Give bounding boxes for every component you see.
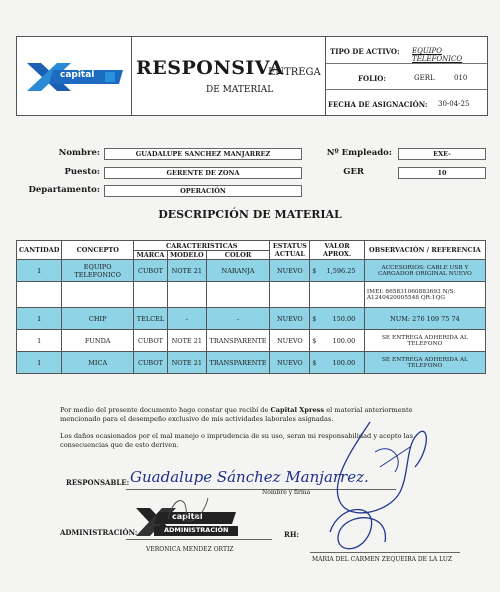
cell-concepto: FUNDA <box>62 330 134 352</box>
currency-sign: $ <box>312 336 317 345</box>
cell-valor <box>310 330 365 352</box>
cell-cantidad: 1 <box>17 352 62 374</box>
cell-color: - <box>206 308 270 330</box>
cell-observacion: IMEI: 865831060883693 N/S: A1240420005548 QR:1QG <box>364 282 485 308</box>
info-cell <box>326 37 487 115</box>
col-modelo: MODELO <box>167 251 206 260</box>
ger-field: 10 <box>398 167 486 179</box>
table-row <box>17 330 486 352</box>
cell-estatus: NUEVO <box>270 308 310 330</box>
col-cantidad: CANTIDAD <box>17 241 62 260</box>
title-main: RESPONSIVA <box>136 57 284 79</box>
cell-estatus: NUEVO <box>270 260 310 282</box>
cell-estatus <box>270 282 310 308</box>
col-valor: VALOR APROX. <box>310 241 365 260</box>
admin-stamp-logo-text: capital <box>172 512 203 521</box>
ger-label: GER <box>343 167 364 177</box>
cell-marca: CUBOT <box>134 330 168 352</box>
puesto-label: Puesto: <box>64 167 100 177</box>
cell-valor <box>310 260 365 282</box>
col-concepto: CONCEPTO <box>62 241 134 260</box>
tipo-activo-value: EQUIPO TELEFONICO <box>412 47 463 63</box>
cell-observacion: SE ENTREGA ADHERIDA AL TELEFONO <box>364 330 485 352</box>
col-marca: MARCA <box>134 251 168 260</box>
cell-cantidad: 1 <box>17 330 62 352</box>
cell-cantidad: 1 <box>17 308 62 330</box>
col-observacion: OBSERVACIÓN / REFERENCIA <box>364 241 485 260</box>
cell-concepto: MICA <box>62 352 134 374</box>
material-table <box>16 240 486 374</box>
folio-row <box>326 63 487 90</box>
cell-concepto <box>62 282 134 308</box>
currency-sign: $ <box>312 358 317 367</box>
valor-amount: 100.00 <box>332 358 356 367</box>
cell-estatus: NUEVO <box>270 330 310 352</box>
admin-signature-icon <box>158 490 218 530</box>
valor-amount: 150.00 <box>332 314 356 323</box>
responsable-label: RESPONSABLE: <box>66 478 130 487</box>
cell-modelo: - <box>167 308 206 330</box>
document-header <box>16 36 488 116</box>
company-name: Capital Xpress <box>270 406 325 414</box>
table-header-row <box>17 241 486 251</box>
col-estatus: ESTATUS ACTUAL <box>270 241 310 260</box>
cell-cantidad: 1 <box>17 260 62 282</box>
nombre-firma-caption: Nombre y firma <box>262 489 311 496</box>
table-row <box>17 260 486 282</box>
fecha-row <box>326 89 487 116</box>
cell-concepto: CHIP <box>62 308 134 330</box>
cell-concepto: EQUIPO TELEFONICO <box>62 260 134 282</box>
departamento-label: Departamento: <box>28 185 100 195</box>
col-color: COLOR <box>206 251 270 260</box>
fecha-value: 30-04-25 <box>438 100 470 108</box>
col-caracteristicas: CARACTERISTICAS <box>134 241 270 251</box>
title-rest: ENTREGA <box>268 67 321 78</box>
cell-color: NARANJA <box>206 260 270 282</box>
cell-observacion: SE ENTREGA ADHERIDA AL TELEFONO <box>364 352 485 374</box>
cell-modelo <box>167 282 206 308</box>
cell-observacion: NUM: 276 109 75 74 <box>364 308 485 330</box>
valor-amount: 1,596.25 <box>326 266 356 275</box>
folio-prefix: GERL <box>414 74 435 82</box>
rh-name: MARIA DEL CARMEN ZEQUEIRA DE LA LUZ <box>312 556 453 563</box>
liability-paragraph: Los daños ocasionados por el mal manejo o imprudencia de su uso, seran mi responsabilidad y acepto las consecuencias que de esto deriven. <box>60 432 414 449</box>
cell-marca: TELCEL <box>134 308 168 330</box>
folio-number: 010 <box>454 74 468 82</box>
administracion-label: ADMINISTRACIÓN: <box>60 528 138 537</box>
tipo-activo-row <box>326 37 487 63</box>
currency-sign: $ <box>312 266 317 275</box>
rh-line <box>310 552 460 553</box>
cell-marca <box>134 282 168 308</box>
cell-observacion: ACCESORIOS: CABLE USB Y CARGADOR ORIGINAL NUEVO <box>364 260 485 282</box>
puesto-field: GERENTE DE ZONA <box>104 167 302 179</box>
cell-marca: CUBOT <box>134 260 168 282</box>
cell-valor <box>310 308 365 330</box>
cell-estatus: NUEVO <box>270 352 310 374</box>
num-empleado-field: EXE- <box>398 148 486 160</box>
cell-valor <box>310 282 365 308</box>
company-logo-cell <box>17 37 132 115</box>
tipo-activo-label: TIPO DE ACTIVO: <box>330 47 400 56</box>
currency-sign: $ <box>312 314 317 323</box>
admin-stamp-text: ADMINISTRACIÓN <box>164 526 229 534</box>
cell-modelo: NOTE 21 <box>167 330 206 352</box>
responsable-signature: Guadalupe Sánchez Manjarrez. <box>130 468 369 486</box>
cell-color: TRANSPARENTE <box>206 330 270 352</box>
title-cell <box>132 37 326 115</box>
logo-text: capital <box>60 70 95 80</box>
departamento-field: OPERACIÓN <box>104 185 302 197</box>
cell-marca: CUBOT <box>134 352 168 374</box>
admin-name: VERONICA MENDEZ ORTIZ <box>146 546 234 553</box>
table-row <box>17 308 486 330</box>
rh-label: RH: <box>284 530 300 539</box>
title-sub: DE MATERIAL <box>206 85 274 95</box>
valor-amount: 100.00 <box>332 336 356 345</box>
declaration-text-a: Por medio del presente documento hago constar que recibí de <box>60 406 271 414</box>
num-empleado-label: Nº Empleado: <box>326 148 392 158</box>
cell-color <box>206 282 270 308</box>
cell-modelo: NOTE 21 <box>167 260 206 282</box>
section-title: DESCRIPCIÓN DE MATERIAL <box>158 208 342 221</box>
nombre-field: GUADALUPE SANCHEZ MANJARREZ <box>104 148 302 160</box>
cell-valor <box>310 352 365 374</box>
table-row <box>17 352 486 374</box>
cell-color: TRANSPARENTE <box>206 352 270 374</box>
declaration-text-b: el material anteriormente mencionado para el desempeño exclusivo de mis actividades laborales asignadas. <box>60 406 413 423</box>
folio-label: FOLIO: <box>358 74 386 83</box>
cell-cantidad <box>17 282 62 308</box>
nombre-label: Nombre: <box>58 148 100 158</box>
fecha-label: FECHA DE ASIGNACIÓN: <box>328 100 428 109</box>
handwritten-signature-icon <box>310 412 440 562</box>
table-row <box>17 282 486 308</box>
cell-modelo: NOTE 21 <box>167 352 206 374</box>
